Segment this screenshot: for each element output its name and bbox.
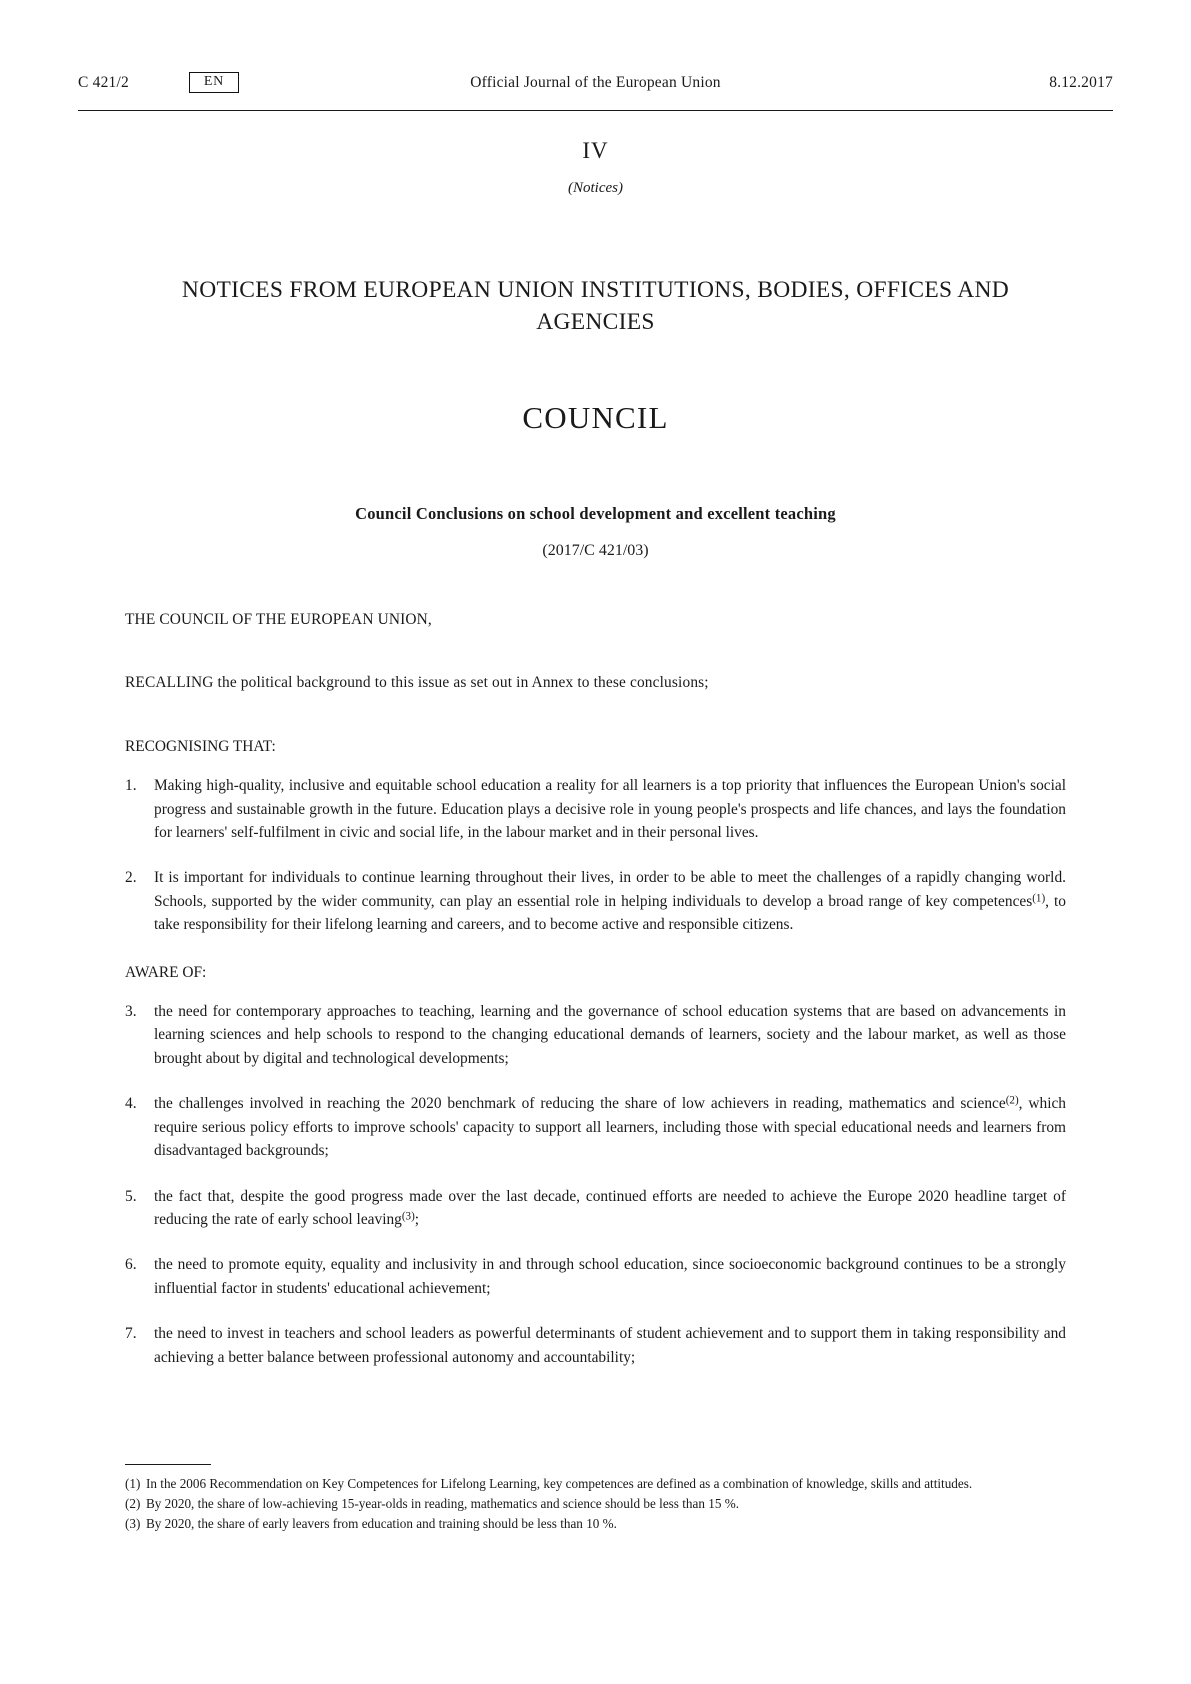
clause-number: 6. [125,1256,137,1274]
clause-item [125,774,1066,844]
footnote-text: In the 2006 Recommendation on Key Competences for Lifelong Learning, key competences are defined as a combination of knowledge, skills and attitudes. [146,1475,973,1491]
footnote-text: By 2020, the share of low-achieving 15-year-olds in reading, mathematics and science should be less than 15 %. [146,1495,740,1511]
journal-page-number: C 421/2 [78,73,129,91]
document-body [125,608,1066,1393]
clause-text: the need to invest in teachers and school leaders as powerful determinants of student achievement and to support them in taking responsibility and achieving a better balance between professional autonomy and accountability; [154,1325,1066,1366]
document-reference: (2017/C 421/03) [542,542,649,560]
clause-text: the need to promote equity, equality and inclusivity in and through school education, since socioeconomic background continues to be a strongly influential factor in students' educational achievement; [154,1256,1066,1297]
footnote-text: By 2020, the share of early leavers from education and training should be less than 10 %. [146,1515,617,1531]
clause-text [154,1185,1066,1232]
footnote-item [125,1494,1066,1513]
header-left-group [78,72,239,93]
clause-list-recognising [125,774,1066,936]
clause-item [125,1000,1066,1070]
clause-text-before-note: the challenges involved in reaching the 2020 benchmark of reducing the share of low achievers in reading, mathematics and science [154,1095,1006,1113]
footnote-reference-2[interactable]: (2) [1005,1094,1019,1107]
clause-text-after-note: ; [414,1210,420,1228]
clause-list-aware-of [125,1000,1066,1369]
section-numeral: IV [582,138,609,163]
addressee-line: THE COUNCIL OF THE EUROPEAN UNION, [125,611,432,628]
footnote-marker: (2) [125,1495,141,1511]
clause-text [154,866,1066,936]
footnote-item [125,1474,1066,1493]
clause-item [125,1253,1066,1300]
clause-number: 4. [125,1095,137,1113]
section-lead-aware-of: AWARE OF: [125,963,207,981]
clause-text-before-note: the fact that, despite the good progress made over the last decade, continued efforts are needed to achieve the Europe 2020 headline target of reducing the rate of early school leaving [154,1187,1066,1228]
section-recognising [125,735,1066,937]
language-code-box: EN [189,72,239,93]
page-header [78,72,1113,106]
footnote-reference-1[interactable]: (1) [1032,892,1046,905]
section-lead-recognising: RECOGNISING THAT: [125,737,276,755]
section-kind-label: (Notices) [568,180,623,196]
clause-text-before-note: It is important for individuals to continue learning throughout their lives, in order to be able to meet the challenges of a rapidly changing world. Schools, supported by the wider community, can play an essential role in helping individuals to develop a broad range of key competences [154,869,1066,910]
clause-number: 7. [125,1325,137,1343]
publication-title: Official Journal of the European Union [470,73,721,91]
clause-item [125,866,1066,936]
recalling-line: RECALLING the political background to this issue as set out in Annex to these conclusions; [125,674,709,692]
clause-number: 1. [125,777,137,795]
footnote-reference-3[interactable]: (3) [401,1210,415,1223]
clause-item [125,1185,1066,1232]
issuing-body-heading: COUNCIL [522,400,669,436]
footnote-block [125,1464,1066,1534]
header-row [78,72,1113,93]
clause-text: Making high-quality, inclusive and equitable school education a reality for all learners is a top priority that influences the European Union's social progress and sustainable growth in the future. Education plays a decisive role in young people's prospects and life chances, and lays the foundation for learners' self-fulfilment in civic and social life, in the labour market and in their personal lives. [154,777,1066,842]
clause-item [125,1322,1066,1369]
footnote-marker: (3) [125,1515,141,1531]
title-block [125,138,1066,560]
clause-number: 2. [125,869,137,887]
clause-text: the need for contemporary approaches to teaching, learning and the governance of school education systems that are based on advancements in learning sciences and help schools to respond to the changing educational demands of learners, society and the labour market, as well as those brought about by digital and technological developments; [154,1003,1066,1067]
footnote-marker: (1) [125,1475,141,1491]
clause-number: 5. [125,1187,137,1205]
header-divider-rule [78,110,1113,111]
clause-number: 3. [125,1003,137,1021]
section-aware-of [125,961,1066,1369]
footnote-item [125,1514,1066,1533]
document-title: Council Conclusions on school development and excellent teaching [355,504,836,524]
clause-text-after-note: , to take responsibility for their lifelong learning and careers, and to become active and responsible citizens. [154,892,1066,934]
institutions-heading: NOTICES FROM EUROPEAN UNION INSTITUTIONS, BODIES, OFFICES AND AGENCIES [181,277,1010,335]
publication-date: 8.12.2017 [1049,73,1113,91]
clause-text [154,1092,1066,1162]
clause-item [125,1092,1066,1162]
clause-text-after-note: , which require serious policy efforts to improve schools' capacity to support all learners, including those with special educational needs and learners from disadvantaged backgrounds; [154,1095,1066,1160]
footnote-separator-rule [125,1464,211,1465]
